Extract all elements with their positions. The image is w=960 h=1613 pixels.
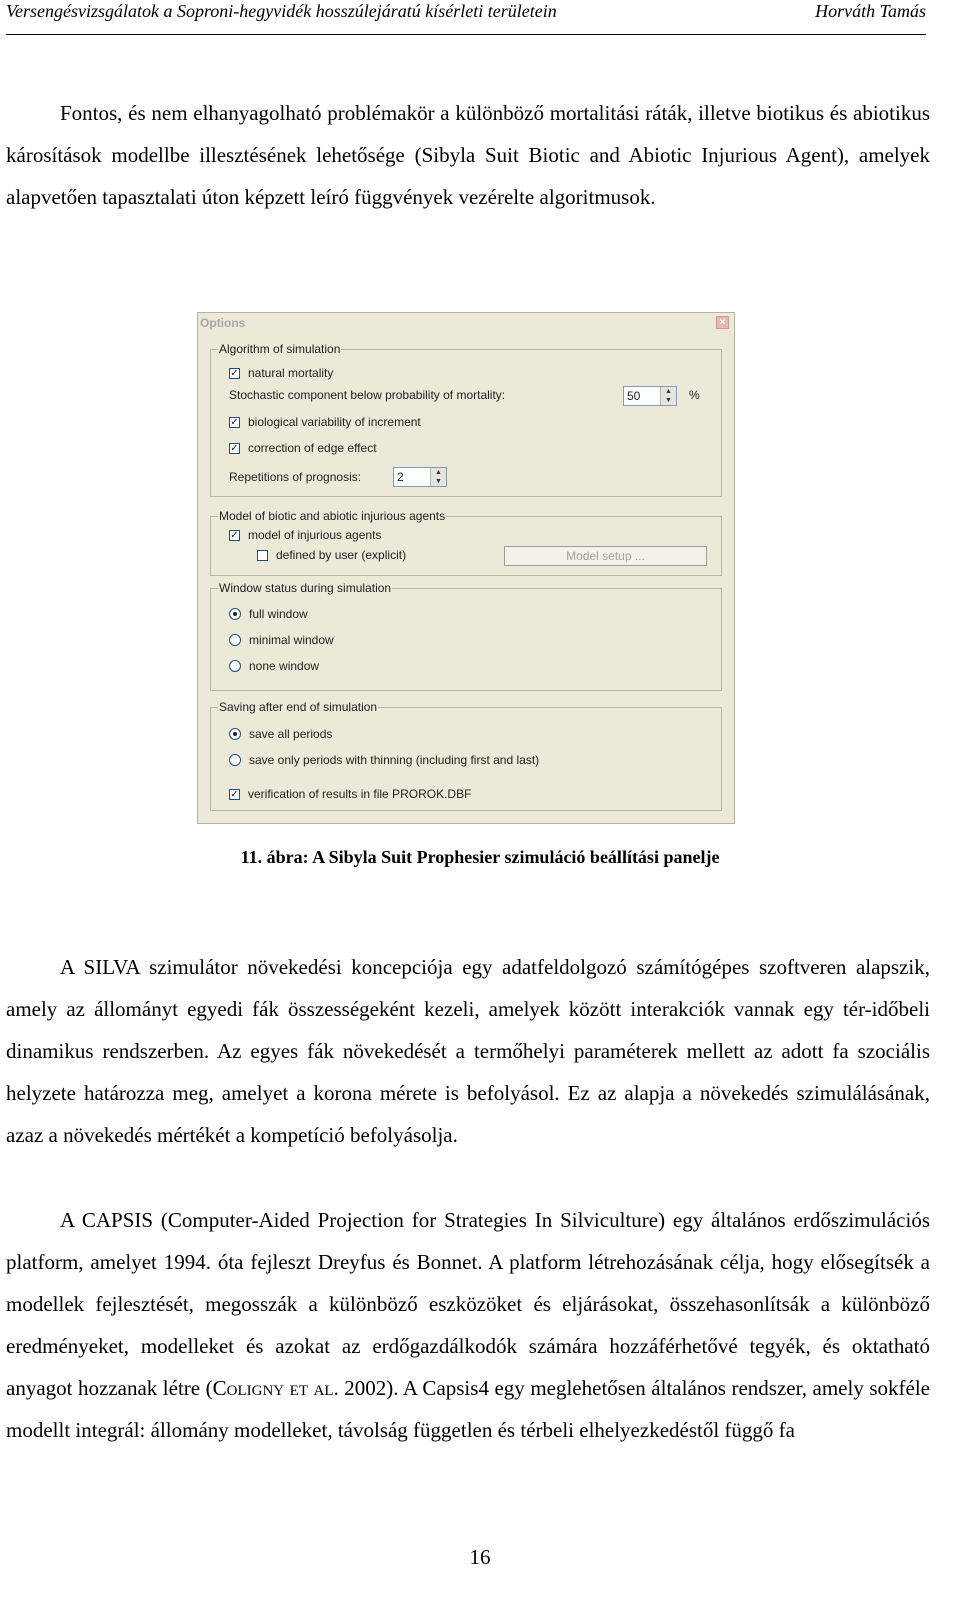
legend-window-status: Window status during simulation	[219, 581, 392, 595]
stochastic-unit: %	[689, 388, 700, 402]
stochastic-spinner[interactable]: 50 ▲ ▼	[623, 386, 677, 406]
header-author: Horváth Tamás	[815, 1, 926, 21]
radio-empty-icon	[229, 634, 241, 646]
repetitions-spinner[interactable]: 2 ▲ ▼	[393, 467, 447, 487]
radio-empty-icon	[229, 660, 241, 672]
citation: Coligny et al.	[212, 1376, 339, 1400]
dialog-title: Options	[200, 316, 246, 330]
model-setup-button[interactable]: Model setup ...	[504, 546, 707, 566]
minimal-window-radio[interactable]: minimal window	[229, 633, 334, 647]
injurious-model-checkbox[interactable]: ✓ model of injurious agents	[230, 528, 382, 542]
close-icon[interactable]: ×	[716, 316, 729, 329]
bio-variability-checkbox[interactable]: ✓ biological variability of increment	[230, 415, 421, 429]
paragraph-3: A CAPSIS (Computer-Aided Projection for Strategies In Silviculture) egy általános erdőszimulációs platform, amelyet 1994. óta fejleszt Dreyfus és Bonnet. A platform létrehozásának célja, hogy elősegítsék a modellek fejlesztését, megosszák a különböző eszközöket és eljárásokat, összehasonlítsák a különböző eredményeket, modelleket és azokat az erdőgazdálkodók számára hozzáférhetővé tegyék, és oktatható anyagot hozzanak létre (Coligny et al. 2002). A Capsis4 egy meglehetősen általános rendszer, amely sokféle modellt integrál: állomány modelleket, távolság független és térbeli elhelyezkedéstől függő fa	[6, 1208, 930, 1442]
stochastic-label: Stochastic component below probability of mortality:	[229, 388, 506, 402]
verification-checkbox[interactable]: ✓ verification of results in file PROROK.DBF	[230, 787, 472, 801]
full-window-radio[interactable]: full window	[229, 607, 308, 621]
checkbox-checked-icon: ✓	[230, 529, 239, 541]
legend-injurious: Model of biotic and abiotic injurious agents	[219, 509, 446, 523]
legend-saving: Saving after end of simulation	[219, 700, 378, 714]
save-all-periods-radio[interactable]: save all periods	[229, 727, 332, 741]
group-injurious	[210, 509, 722, 576]
header-title: Versengésvizsgálatok a Soproni-hegyvidék hosszúlejáratú kísérleti területein	[6, 1, 557, 21]
checkbox-checked-icon: ✓	[230, 442, 239, 454]
spinner-arrows-icon[interactable]: ▲ ▼	[430, 468, 446, 486]
natural-mortality-checkbox[interactable]: ✓ natural mortality	[230, 366, 334, 380]
defined-by-user-checkbox[interactable]: defined by user (explicit)	[257, 548, 406, 562]
paragraph-1: Fontos, és nem elhanyagolható problémakör a különböző mortalitási ráták, illetve biotikus és abiotikus károsítások modellbe illesztésének lehetősége (Sibyla Suit Biotic and Abiotic Injurious Agent), amelyek alapvetően tapasztalati úton képzett leíró függvények vezérelte algoritmusok.	[6, 101, 930, 209]
group-algorithm	[210, 342, 722, 497]
radio-selected-icon	[229, 728, 241, 740]
checkbox-empty-icon	[257, 550, 268, 561]
edge-effect-checkbox[interactable]: ✓ correction of edge effect	[230, 441, 377, 455]
repetitions-label: Repetitions of prognosis:	[229, 470, 362, 484]
checkbox-checked-icon: ✓	[230, 788, 239, 800]
group-saving	[210, 700, 722, 811]
options-dialog-figure	[197, 312, 735, 824]
radio-empty-icon	[229, 754, 241, 766]
none-window-radio[interactable]: none window	[229, 659, 319, 673]
paragraph-2: A SILVA szimulátor növekedési koncepciója egy adatfeldolgozó számítógépes szoftveren alapszik, amely az állományt egyedi fák összességeként kezeli, amelyek között interakciók vannak egy tér-időbeli dinamikus rendszerben. Az egyes fák növekedését a termőhelyi paraméterek mellett az adott fa szociális helyzete határozza meg, amelyet a korona mérete is befolyásol. Ez az alapja a növekedés szimulálásának, azaz a növekedés mértékét a kompetíció befolyásolja.	[6, 955, 930, 1147]
group-window-status	[210, 581, 722, 691]
running-header	[6, 0, 926, 35]
spinner-arrows-icon[interactable]: ▲ ▼	[660, 387, 676, 405]
legend-algorithm: Algorithm of simulation	[219, 342, 341, 356]
checkbox-checked-icon: ✓	[230, 367, 239, 379]
checkbox-checked-icon: ✓	[230, 416, 239, 428]
figure-caption: 11. ábra: A Sibyla Suit Prophesier szimuláció beállítási panelje	[240, 847, 720, 867]
page-number: 16	[469, 1545, 491, 1569]
save-thinning-periods-radio[interactable]: save only periods with thinning (including first and last)	[229, 753, 539, 767]
radio-selected-icon	[229, 608, 241, 620]
